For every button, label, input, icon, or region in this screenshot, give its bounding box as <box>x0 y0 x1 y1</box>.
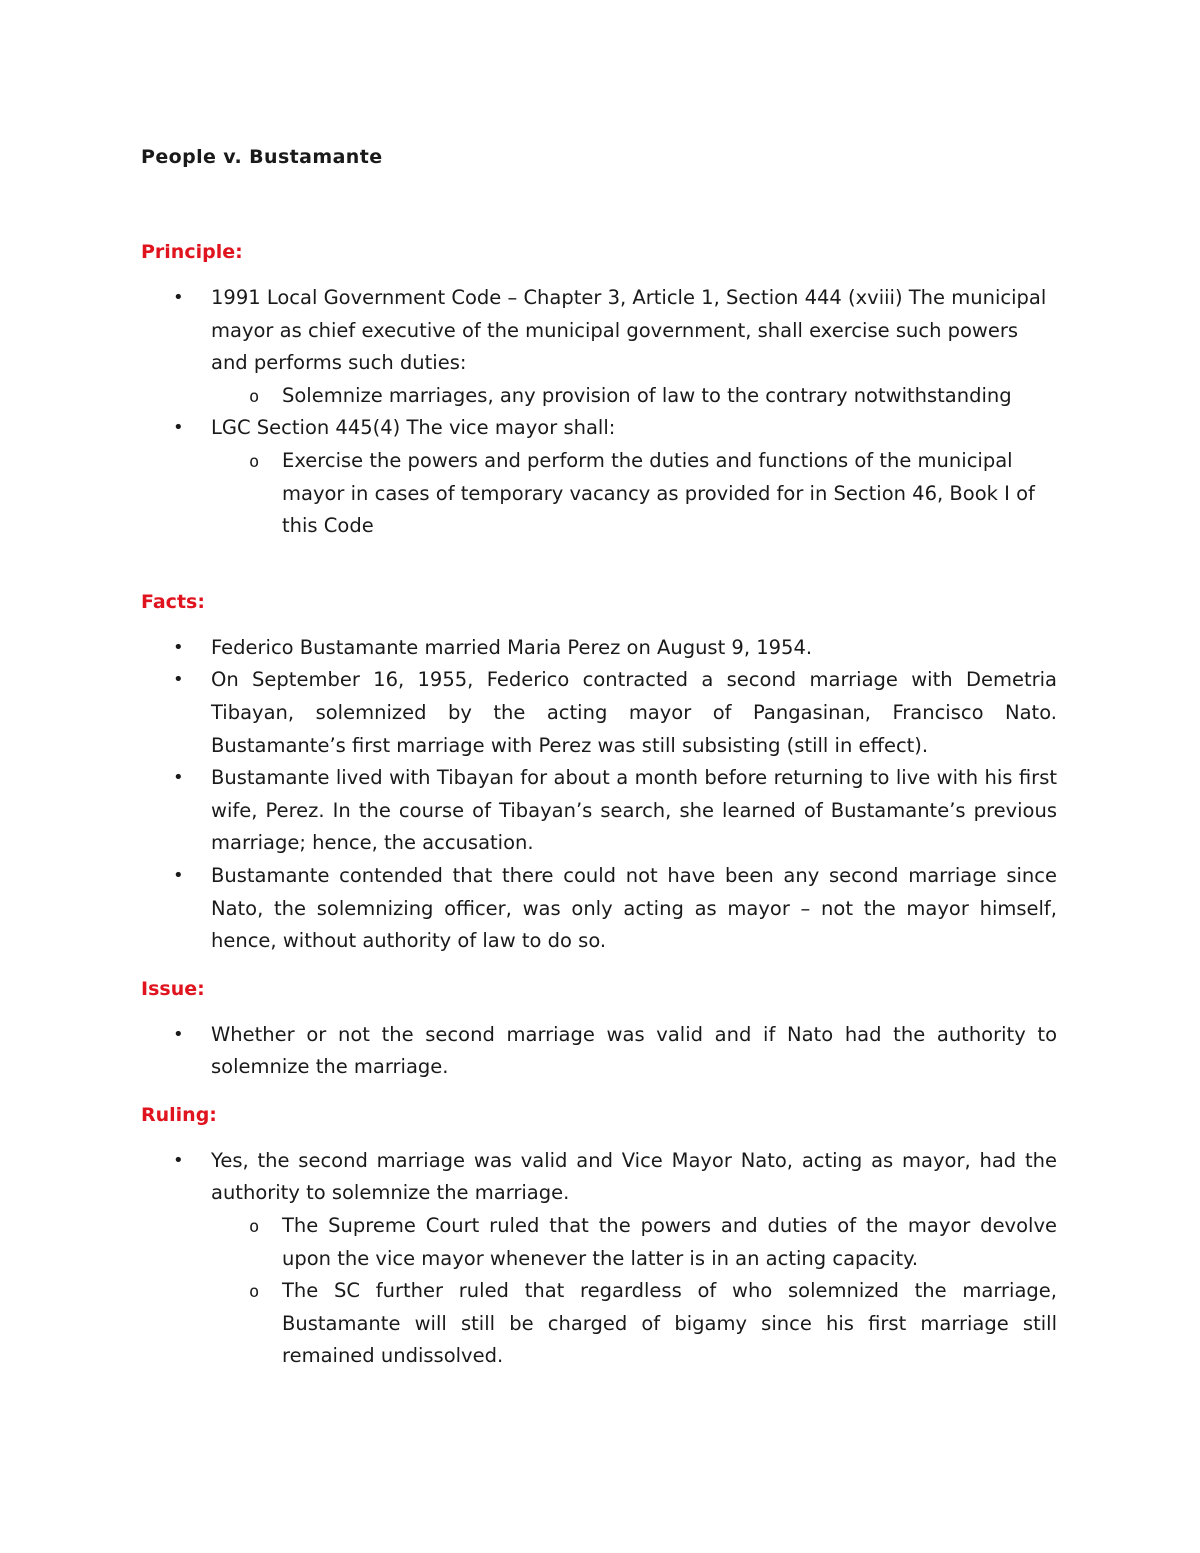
issue-section <box>141 974 1057 1084</box>
issue-heading: Issue: <box>141 977 205 1000</box>
sub-bullet-icon: o <box>249 386 260 407</box>
document-content <box>141 140 1057 1373</box>
list-item <box>173 282 1057 412</box>
facts-list <box>141 632 1057 958</box>
list-item <box>173 762 1057 860</box>
sub-list-item-text: The Supreme Court ruled that the powers and duties of the mayor devolve upon the vice mayor whenever the latter is in an acting capacity. <box>282 1214 1057 1270</box>
issue-list <box>141 1019 1057 1084</box>
list-item <box>173 632 1057 665</box>
sub-list-item-text: Exercise the powers and perform the duties and functions of the municipal mayor in cases of temporary vacancy as provided for in Section 46, Book I of this Code <box>282 448 1035 538</box>
list-item <box>173 412 1057 542</box>
list-item-text: On September 16, 1955, Federico contracted a second marriage with Demetria Tibayan, solemnized by the acting mayor of Pangasinan, Francisco Nato. Bustamante’s first marriage with Perez was still subsisting (still in effect). <box>211 668 1057 757</box>
sub-list-item <box>249 445 1057 543</box>
list-item <box>173 860 1057 958</box>
sub-list <box>211 445 1057 543</box>
sub-bullet-icon: o <box>249 1217 260 1238</box>
sub-list-item <box>249 1210 1057 1275</box>
list-item-text: 1991 Local Government Code – Chapter 3, Article 1, Section 444 (xviii) The municipal mayor as chief executive of the municipal government, shall exercise such powers and performs such duties: <box>211 286 1047 375</box>
ruling-heading: Ruling: <box>141 1103 217 1126</box>
sub-list-item-text: Solemnize marriages, any provision of law to the contrary notwithstanding <box>282 383 1012 407</box>
sub-list-item-text: The SC further ruled that regardless of who solemnized the marriage, Bustamante will still be charged of bigamy since his first marriage still remained undissolved. <box>282 1279 1057 1368</box>
list-item-text: Whether or not the second marriage was valid and if Nato had the authority to solemnize the marriage. <box>211 1022 1057 1079</box>
sub-list-item <box>249 1275 1057 1373</box>
list-item-text: Federico Bustamante married Maria Perez on August 9, 1954. <box>211 635 813 659</box>
bullet-icon: • <box>173 417 184 439</box>
list-item <box>173 1019 1057 1084</box>
list-item-text: Bustamante lived with Tibayan for about a month before returning to live with his first wife, Perez. In the course of Tibayan’s search, she learned of Bustamante’s previous marriage; hence, the accusation. <box>211 766 1057 855</box>
bullet-icon: • <box>173 287 184 308</box>
facts-section <box>141 587 1057 958</box>
bullet-icon: • <box>173 1149 184 1171</box>
principle-heading: Principle: <box>141 241 243 263</box>
ruling-section <box>141 1100 1057 1373</box>
sub-bullet-icon: o <box>249 451 260 472</box>
ruling-list <box>141 1145 1057 1373</box>
list-item <box>173 1145 1057 1373</box>
principle-section <box>141 237 1057 543</box>
list-item-text: Bustamante contended that there could not have been any second marriage since Nato, the solemnizing officer, was only acting as mayor – not the mayor himself, hence, without authority of law to do so. <box>211 863 1057 953</box>
sub-list <box>211 1210 1057 1373</box>
list-item-text: LGC Section 445(4) The vice mayor shall: <box>211 416 616 440</box>
sub-list-item <box>249 380 1057 413</box>
sub-list <box>211 380 1057 413</box>
principle-list <box>141 282 1057 543</box>
document-title: People v. Bustamante <box>141 146 383 168</box>
bullet-icon: • <box>173 669 184 691</box>
bullet-icon: • <box>173 1023 184 1045</box>
bullet-icon: • <box>173 636 184 658</box>
list-item-text: Yes, the second marriage was valid and Vice Mayor Nato, acting as mayor, had the authority to solemnize the marriage. <box>211 1148 1057 1205</box>
bullet-icon: • <box>173 767 184 789</box>
sub-bullet-icon: o <box>249 1282 260 1303</box>
list-item <box>173 664 1057 762</box>
bullet-icon: • <box>173 864 184 886</box>
facts-heading: Facts: <box>141 590 205 613</box>
